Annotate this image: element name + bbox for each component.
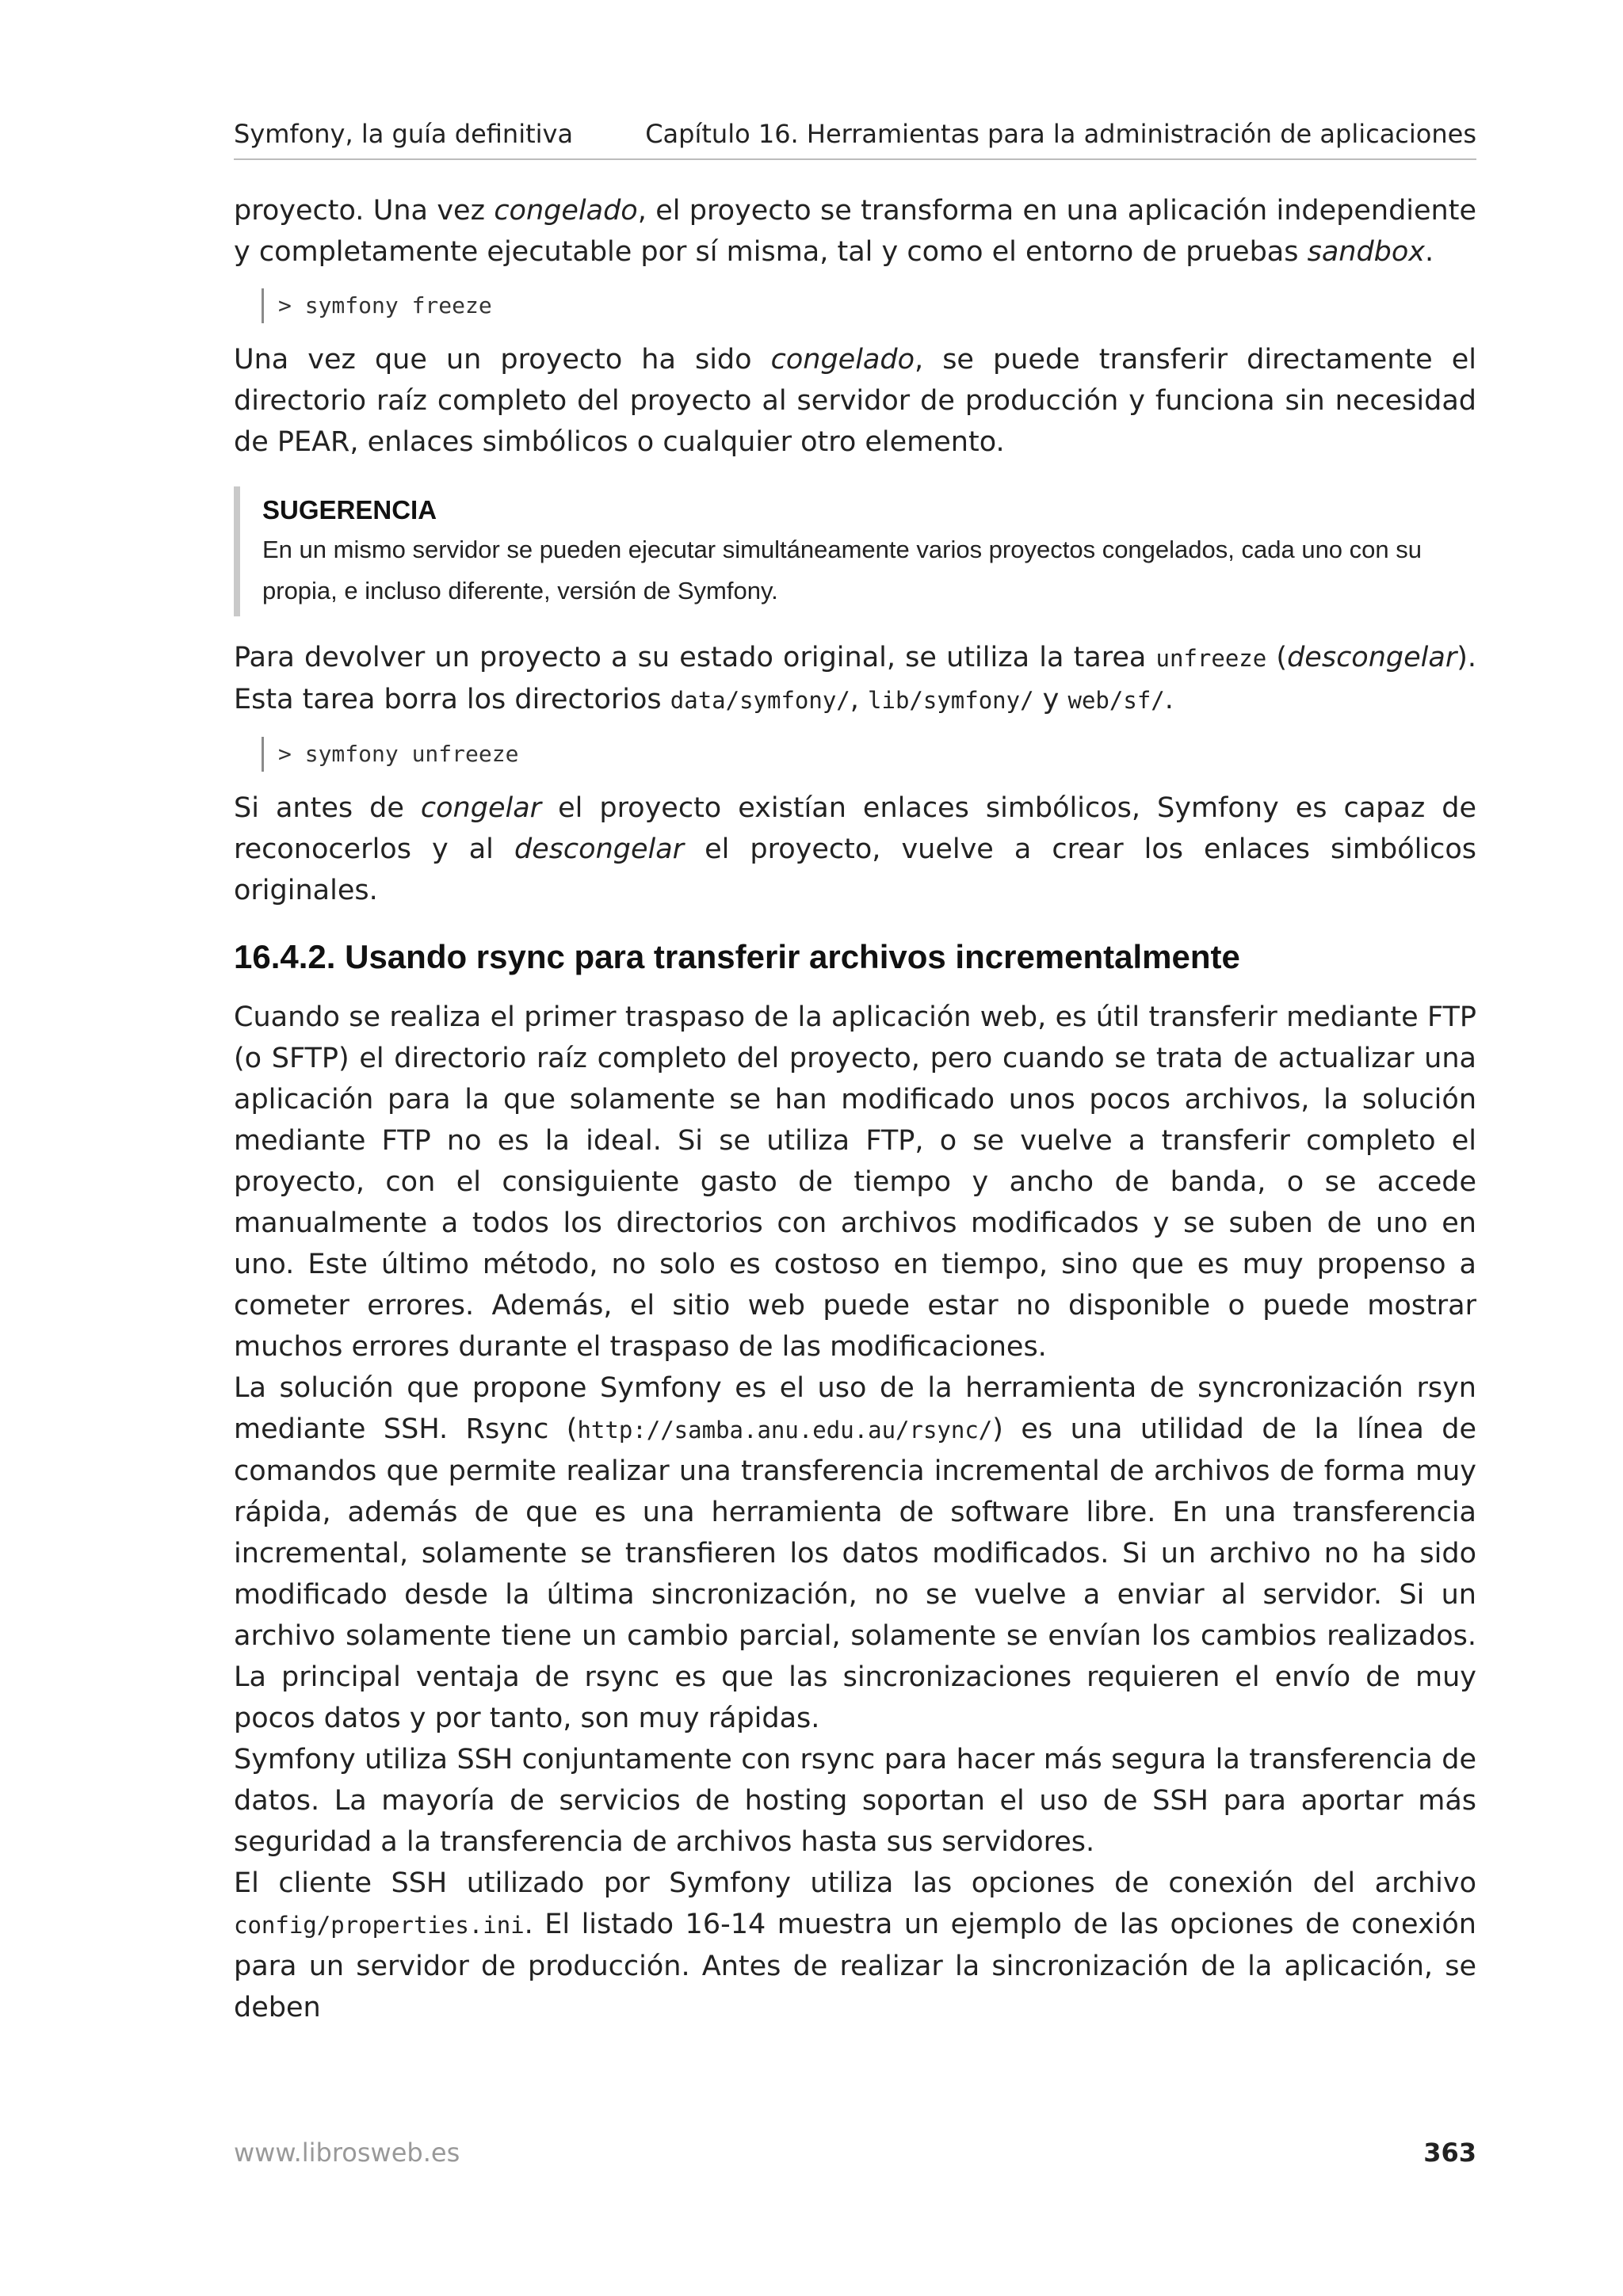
chapter-title: Capítulo 16. Herramientas para la administración de aplicaciones (645, 119, 1476, 149)
paragraph: Una vez que un proyecto ha sido congelado, se puede transferir directamente el directorio raíz completo del proyecto al servidor de producción y funciona sin necesidad de PEAR, enlaces simbólicos o cualquier otro elemento. (234, 344, 1477, 458)
page-number: 363 (1423, 2138, 1476, 2168)
paragraph: proyecto. Una vez congelado, el proyecto se transforma en una aplicación independiente y completamente ejecutable por sí misma, tal y como el entorno de pruebas sandbox. (234, 195, 1476, 268)
tip-text: En un mismo servidor se pueden ejecutar simultáneamente varios proyectos congelados, cada uno con su propia, e incluso diferente, versión de Symfony. (262, 536, 1422, 605)
tip-title: SUGERENCIA (262, 495, 437, 524)
paragraph: El cliente SSH utilizado por Symfony utiliza las opciones de conexión del archivo config/properties.ini. El listado 16-14 muestra un ejemplo de las opciones de conexión para un servidor de producción. Antes de realizar la sincronización de la aplicación, se deben (234, 1867, 1476, 2023)
tip-box (234, 486, 1476, 616)
paragraph: Symfony utiliza SSH conjuntamente con rsync para hacer más segura la transferencia de datos. La mayoría de servicios de hosting soportan el uso de SSH para aportar más seguridad a la transferencia de archivos hasta sus servidores. (234, 1744, 1476, 1858)
rsync-link[interactable]: http://samba.anu.edu.au/rsync/ (577, 1417, 993, 1444)
site-url[interactable]: www.librosweb.es (234, 2138, 460, 2168)
paragraph: Si antes de congelar el proyecto existían enlaces simbólicos, Symfony es capaz de reconocerlos y al descongelar el proyecto, vuelve a crear los enlaces simbólicos originales. (234, 792, 1476, 906)
book-title: Symfony, la guía definitiva (234, 119, 574, 149)
page-header (234, 117, 1476, 160)
code-block-unfreeze: > symfony unfreeze (262, 737, 1476, 772)
section-heading: 16.4.2. Usando rsync para transferir archivos incrementalmente (234, 938, 1240, 975)
paragraph: Para devolver un proyecto a su estado original, se utiliza la tarea unfreeze (descongelar). Esta tarea borra los directorios data/symfony/, lib/symfony/ y web/sf/. (234, 642, 1476, 715)
main-content (234, 190, 1476, 2028)
paragraph: La solución que propone Symfony es el uso de la herramienta de syncronización rsyn mediante SSH. Rsync (http://samba.anu.edu.au/rsync/) es una utilidad de la línea de comandos que permite realizar una transferencia incremental de archivos de forma muy rápida, además de que es una herramienta de software libre. En una transferencia incremental, solamente se transfieren los datos modificados. Si un archivo no ha sido modificado desde la última sincronización, no se vuelve a enviar al servidor. Si un archivo solamente tiene un cambio parcial, solamente se envían los cambios realizados. La principal ventaja de rsync es que las sincronizaciones requieren el envío de muy pocos datos y por tanto, son muy rápidas. (234, 1372, 1476, 1734)
code-block-freeze: > symfony freeze (262, 288, 1476, 323)
paragraph: Cuando se realiza el primer traspaso de la aplicación web, es útil transferir mediante FTP (o SFTP) el directorio raíz completo del proyecto, pero cuando se trata de actualizar una aplicación para la que solamente se han modificado unos pocos archivos, la solución mediante FTP no es la ideal. Si se utiliza FTP, o se vuelve a transferir completo el proyecto, con el consiguiente gasto de tiempo y ancho de banda, o se accede manualmente a todos los directorios con archivos modificados y se suben de uno en uno. Este último método, no solo es costoso en tiempo, sino que es muy propenso a cometer errores. Además, el sitio web puede estar no disponible o puede mostrar muchos errores durante el traspaso de las modificaciones. (234, 1001, 1476, 1363)
